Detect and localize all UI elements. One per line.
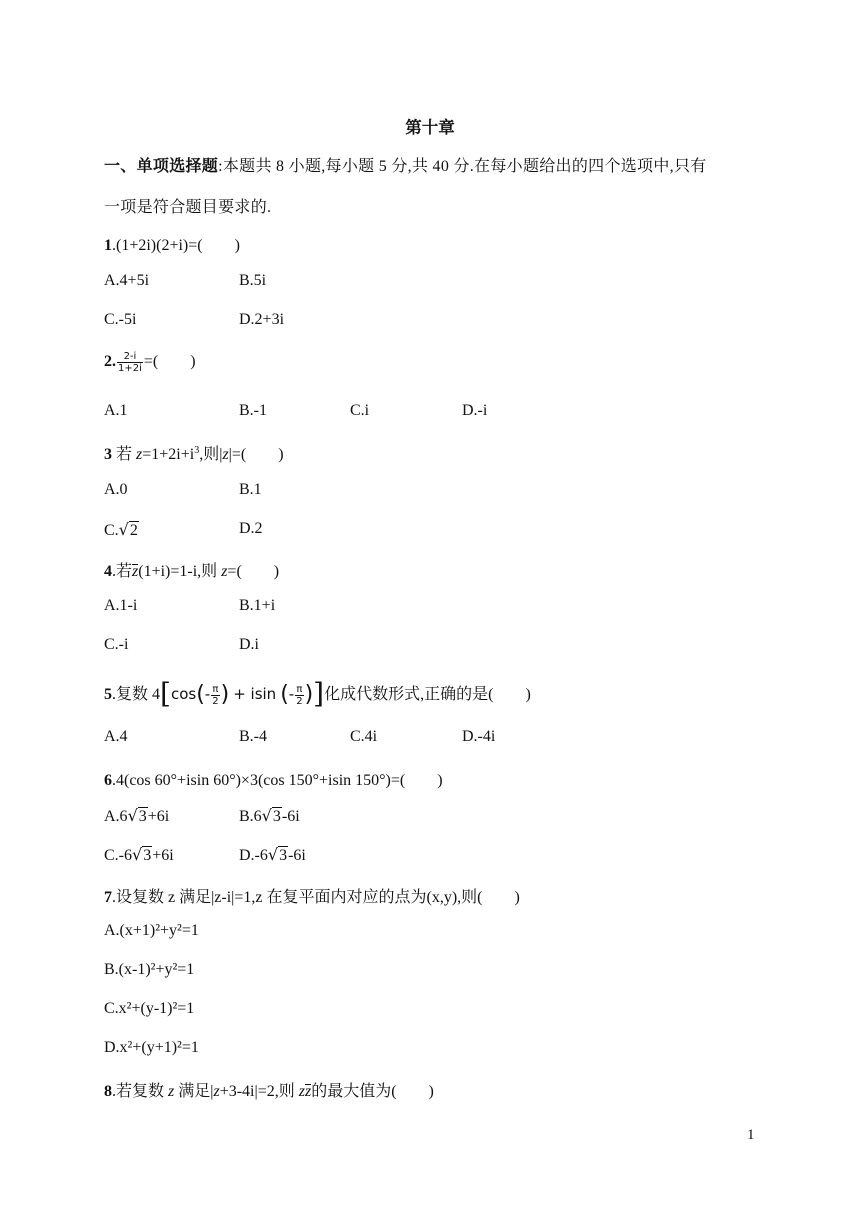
- q7-option-a[interactable]: A.(x+1)²+y²=1: [104, 922, 199, 939]
- pi-over-2-second: $\frac{\pi}{2}$: [296, 683, 303, 707]
- z-conjugate: z: [132, 563, 139, 580]
- q2-option-b[interactable]: B.-1: [239, 402, 267, 419]
- q5-option-a[interactable]: A.4: [104, 728, 128, 745]
- q3-option-a[interactable]: A.0: [104, 481, 128, 498]
- chapter-title: 第十章: [405, 118, 455, 137]
- q7-option-b[interactable]: B.(x-1)²+y²=1: [104, 961, 195, 978]
- q4-option-c[interactable]: C.-i: [104, 636, 129, 653]
- q1-option-a[interactable]: A.4+5i: [104, 272, 150, 289]
- q2-option-d[interactable]: D.-i: [462, 402, 488, 419]
- question-1: 1.(1+2i)(2+i)=( ): [104, 237, 240, 254]
- q1-option-c[interactable]: C.-5i: [104, 311, 137, 328]
- q3-option-b[interactable]: B.1: [239, 481, 262, 498]
- q6-option-a[interactable]: A.6√3+6i: [104, 806, 170, 825]
- q4-option-a[interactable]: A.1-i: [104, 597, 138, 614]
- q6-option-c[interactable]: C.-6√3+6i: [104, 845, 174, 864]
- section-instruction-line1: 一、单项选择题:本题共 8 小题,每小题 5 分,共 40 分.在每小题给出的四个选项中,只有: [104, 158, 707, 175]
- q3-option-d[interactable]: D.2: [239, 520, 263, 537]
- q6-option-d[interactable]: D.-6√3-6i: [239, 845, 306, 864]
- q6-option-b[interactable]: B.6√3-6i: [239, 806, 300, 825]
- section-instruction-line2: 一项是符合题目要求的.: [104, 199, 272, 216]
- q5-option-d[interactable]: D.-4i: [462, 728, 496, 745]
- question-7: 7.设复数 z 满足|z-i|=1,z 在复平面内对应的点为(x,y),则( ): [104, 889, 520, 906]
- q7-option-c[interactable]: C.x²+(y-1)²=1: [104, 1000, 195, 1017]
- q4-option-b[interactable]: B.1+i: [239, 597, 276, 614]
- q3-option-c[interactable]: C.√2: [104, 520, 138, 539]
- q2-option-a[interactable]: A.1: [104, 402, 128, 419]
- q5-option-c[interactable]: C.4i: [350, 728, 378, 745]
- page-number: 1: [747, 1127, 755, 1143]
- section-heading: 一、单项选择题: [104, 158, 219, 175]
- question-2: 2. $\frac{2-i}{1+2i}$ =( ): [104, 350, 196, 374]
- pi-over-2: $\frac{\pi}{2}$: [212, 683, 219, 707]
- z-conjugate: z: [304, 1083, 312, 1100]
- q2-option-c[interactable]: C.i: [350, 402, 370, 419]
- question-3: 3 若 $z=1+2i+i^3$,则|z|=( ): [104, 445, 284, 463]
- q2-fraction: $\frac{2-i}{1+2i}$: [118, 350, 142, 374]
- sqrt-symbol: √2: [118, 520, 138, 539]
- q5-option-b[interactable]: B.-4: [239, 728, 267, 745]
- question-5: 5.复数 4[cos(- $\frac{\pi}{2}$ ) + isin (- $\frac{\pi}{2}$ )]化成代数形式,正确的是( ): [104, 677, 531, 710]
- q1-option-b[interactable]: B.5i: [239, 272, 267, 289]
- q4-option-d[interactable]: D.i: [239, 636, 259, 653]
- question-4: 4.若z(1+i)=1-i,则 z=( ): [104, 563, 280, 580]
- question-8: 8.若复数 z 满足|z+3-4i|=2,则 zz的最大值为( ): [104, 1083, 434, 1100]
- q1-option-d[interactable]: D.2+3i: [239, 311, 285, 328]
- q7-option-d[interactable]: D.x²+(y+1)²=1: [104, 1039, 199, 1056]
- question-6: 6.4(cos 60°+isin 60°)×3(cos 150°+isin 150°)=( ): [104, 772, 443, 789]
